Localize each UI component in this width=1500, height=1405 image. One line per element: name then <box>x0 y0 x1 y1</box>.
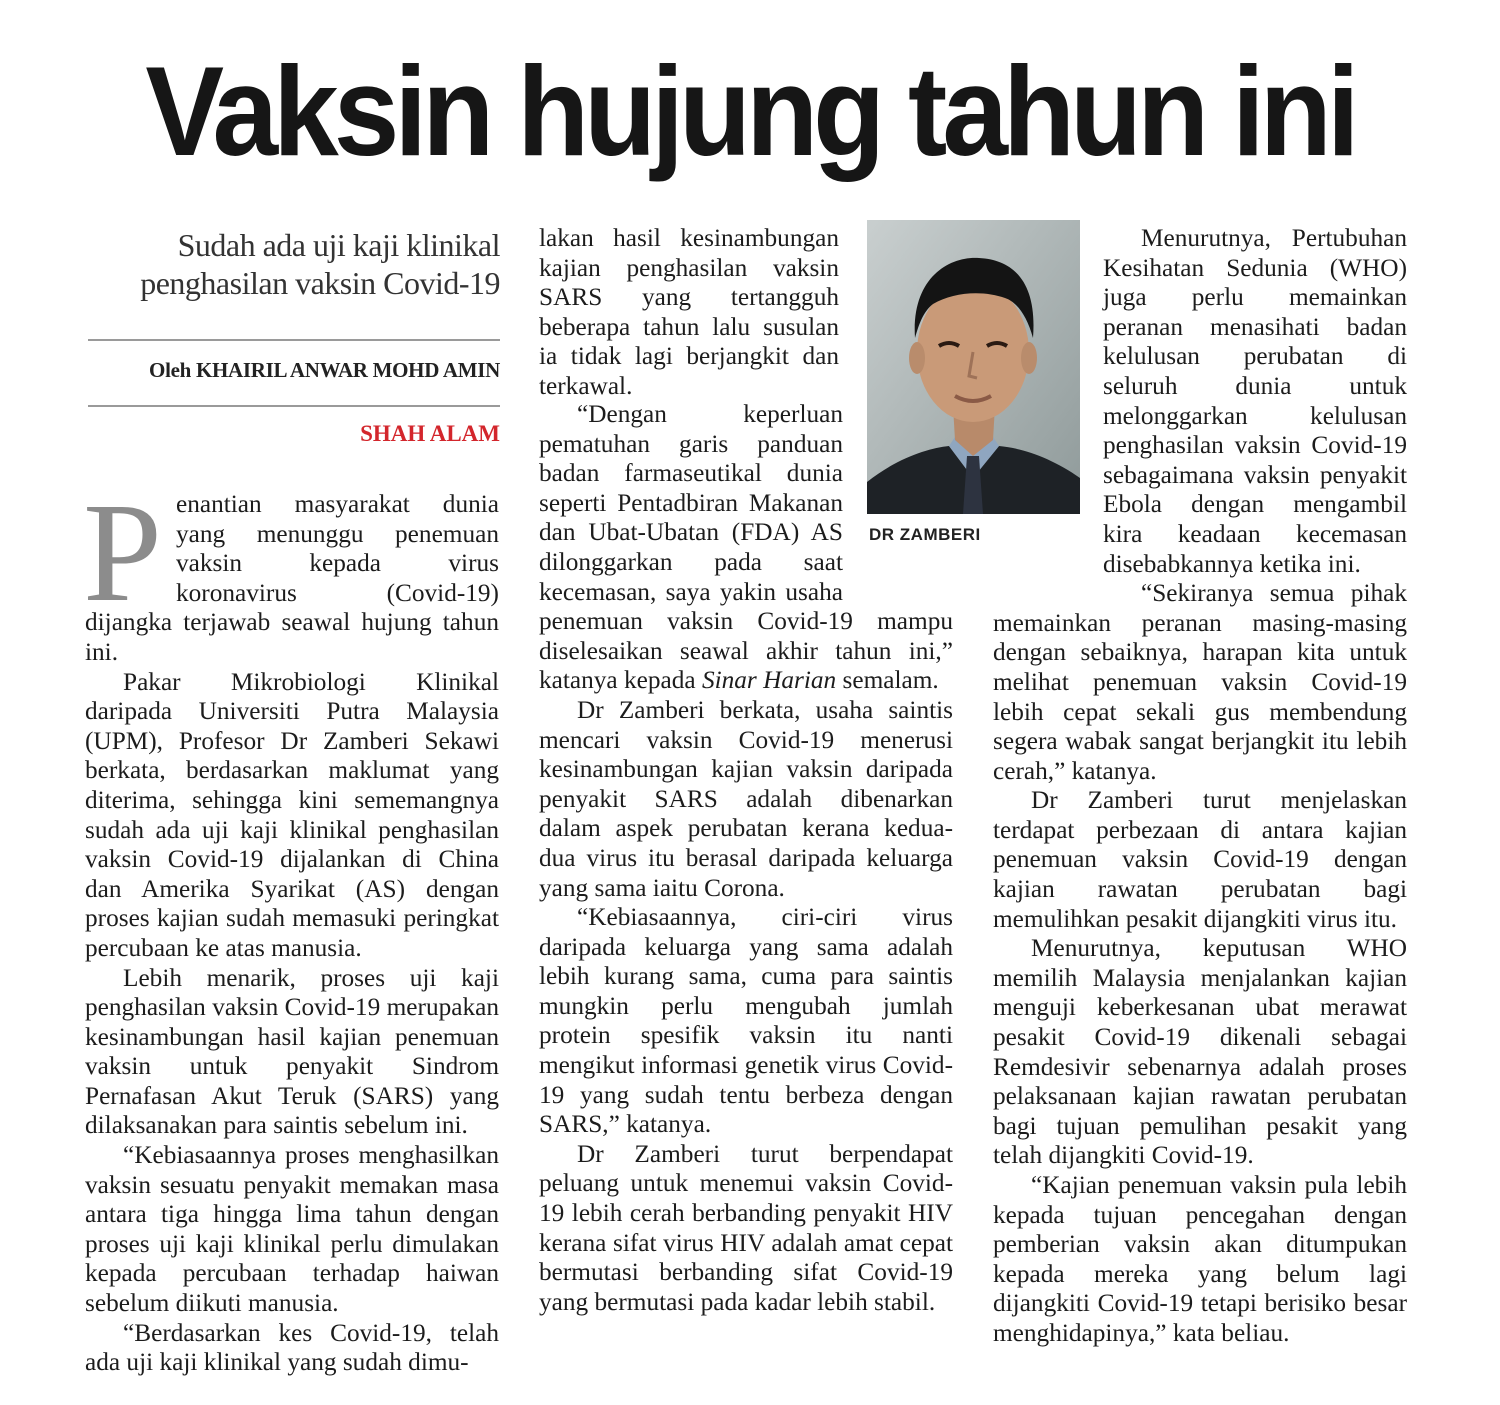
headline: Vaksin hujung tahun ini <box>145 40 1355 183</box>
paragraph-6: lakan hasil kesinambungan kajian penghasilan vaksin SARS yang tertangguh beberapa tahun lalu susulan ia tidak lagi berjangkit dan terkawal. <box>539 224 839 400</box>
article-column-3 <box>993 224 1407 1349</box>
paragraph-13: Dr Zamberi turut menjelaskan terdapat perbezaan di antara kajian penemuan vaksin Covid-19 dengan kajian rawatan perubatan bagi memulihkan pesakit dijangkiti virus itu. <box>993 786 1407 933</box>
article-column-2 <box>539 224 839 402</box>
photo-caption: DR ZAMBERI <box>869 525 981 544</box>
drop-cap: P <box>83 473 162 631</box>
paragraph-1-text: enantian masyarakat dunia yang menunggu penemuan vaksin kepada virus koronavirus (Covid-19) dijangka terjawab seawal hujung tahun ini. <box>85 490 499 666</box>
paragraph-10: Dr Zamberi turut berpendapat peluang untuk menemui vaksin Covid-19 lebih cerah berbanding penyakit HIV kerana sifat virus HIV adalah amat cepat bermutasi berbanding sifat Covid-19 yang bermutasi pada kadar lebih stabil. <box>539 1139 953 1316</box>
divider-bottom <box>88 405 500 407</box>
paragraph-4: “Kebiasaannya proses menghasilkan vaksin sesuatu penyakit memakan masa antara tiga hingga lima tahun dengan proses uji kaji klinikal perlu dimulakan kepada percubaan terhadap haiwan sebelum diikuti manusia. <box>85 1141 499 1318</box>
dateline: SHAH ALAM <box>360 421 500 446</box>
divider-top <box>88 339 500 341</box>
paragraph-1 <box>83 473 499 668</box>
paragraph-8: Dr Zamberi berkata, usaha saintis mencari vaksin Covid-19 menerusi kesinambungan kajian vaksin daripada penyakit SARS adalah dibenarkan dalam aspek perubatan kerana kedua-dua virus itu berasal daripada keluarga yang sama iaitu Corona. <box>539 695 953 902</box>
paragraph-11: Menurutnya, Pertubuhan Kesihatan Sedunia (WHO) juga perlu memainkan peranan menasihati badan kelulusan perubatan di seluruh dunia untuk melonggarkan kelulusan penghasilan vaksin Covid-19 sebagaimana vaksin penyakit Ebola dengan mengambil kira keadaan kecemasan disebabkannya ketika ini. <box>1103 224 1407 578</box>
paragraph-15: “Kajian penemuan vaksin pula lebih kepada tujuan pencegahan dengan pemberian vaksin akan ditumpukan kepada mereka yang belum lagi dijangkiti Covid-19 tetapi berisiko besar menghidapinya,” kata beliau. <box>993 1171 1407 1347</box>
paragraph-5: “Berdasarkan kes Covid-19, telah ada uji kaji klinikal yang sudah dimu- <box>85 1318 499 1377</box>
subheadline: Sudah ada uji kaji klinikal penghasilan vaksin Covid-19 <box>140 227 500 301</box>
paragraph-9: “Kebiasaannya, ciri-ciri virus daripada keluarga yang sama adalah lebih kurang sama, cuma para saintis mungkin perlu mengubah jumlah protein spesifik vaksin itu nanti mengikut informasi genetik virus Covid-19 yang sudah tentu berbeza dengan SARS,” katanya. <box>539 903 953 1139</box>
paragraph-3: Lebih menarik, proses uji kaji penghasilan vaksin Covid-19 merupakan kesinambungan hasil kajian penemuan vaksin untuk penyakit Sindrom Pernafasan Akut Teruk (SARS) yang dilaksanakan para saintis sebelum ini. <box>85 963 499 1140</box>
publication-name: Sinar Harian <box>701 666 837 695</box>
paragraph-7-text: “Dengan keperluan pematuhan garis panduan badan farmaseutikal dunia seperti Pentadbiran Makanan dan Ubat-Ubatan (FDA) AS dilonggarkan pada saat kecemasan, saya yakin usaha penemuan vaksin Covid-19 mampu diselesaikan seawal akhir tahun ini,” katanya kepada <box>539 400 953 695</box>
paragraph-2: Pakar Mikrobiologi Klinikal daripada Universiti Putra Malaysia (UPM), Profesor Dr Zamberi Sekawi berkata, berdasarkan maklumat yang diterima, sehingga kini sememangnya sudah ada uji kaji klinikal penghasilan vaksin Covid-19 dijalankan di China dan Amerika Syarikat (AS) dengan proses kajian sudah memasuki peringkat percubaan ke atas manusia. <box>85 667 499 962</box>
article-column-1 <box>83 473 499 1378</box>
photo-wrap-spacer-left <box>993 224 1103 584</box>
paragraph-12: “Sekiranya semua pihak memainkan peranan masing-masing dengan sebaiknya, harapan kita untuk melihat penemuan vaksin Covid-19 lebih cepat sekali gus membendung segera wabak sangat berjangkit itu lebih cerah,” katanya. <box>993 579 1407 785</box>
byline: Oleh KHAIRIL ANWAR MOHD AMIN <box>149 358 500 382</box>
paragraph-14: Menurutnya, keputusan WHO memilih Malaysia menjalankan kajian menguji keberkesanan ubat merawat pesakit Covid-19 dikenali sebagai Remdesivir sebenarnya adalah proses pelaksanaan kajian rawatan perubatan bagi tujuan pemulihan pesakit yang telah dijangkiti Covid-19. <box>993 934 1407 1170</box>
paragraph-7-end: semalam. <box>842 666 939 695</box>
